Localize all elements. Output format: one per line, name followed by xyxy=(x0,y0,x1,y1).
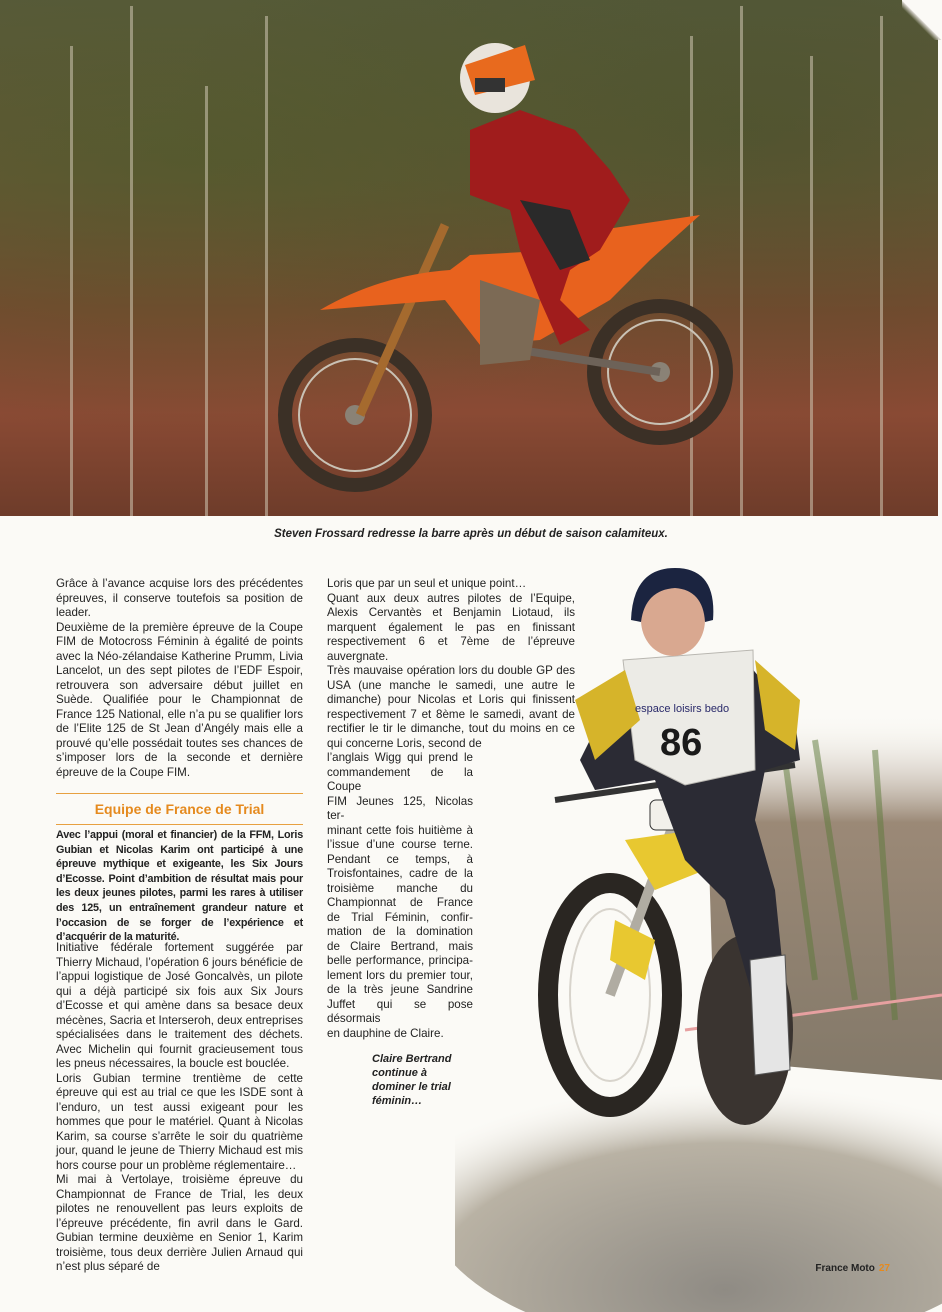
text-line: en dauphine de Claire. xyxy=(327,1026,444,1040)
text-line: minant cette fois huitième à xyxy=(327,823,473,837)
text-line: Très mauvaise opération lors du double GP des USA (une manche le samedi, une autre le dimanche) pour Nicolas et Loris qui finissent respectivement 7 et 8ème le samedi, avant de rectifier le tir le dimanche, tout du moins en ce qui concerne Loris, second de xyxy=(327,664,575,750)
text-line: l’anglais Wigg qui prend le xyxy=(327,751,473,764)
text-line: FIM Jeunes 125, Nicolas ter- xyxy=(327,794,473,822)
page-footer xyxy=(815,1263,890,1274)
paragraph: Mi mai à Vertolaye, troisième épreuve du Championnat de France de Trial, les deux pilotes ne renouvellent pas leurs exploits de l’épreuve précédente, fin avril dans le Gard. Gubian termine deuxième en Senior 1, Karim troisième, tous deux derrière Julien Arnaud qui n’est plus séparé de xyxy=(56,1173,303,1273)
text-line: l’issue d’une course terne. xyxy=(327,838,473,851)
magazine-name: France Moto xyxy=(815,1263,875,1274)
paragraph: Quant aux deux autres pilotes de l’Equipe, Alexis Cervantès et Benjamin Liotaud, ils marquent également le pas en finissant respectivement 6 et 7ème de l’épreuve auvergnate. xyxy=(327,591,575,663)
motocross-photo xyxy=(0,0,938,516)
text-line: lement lors du premier tour, xyxy=(327,968,473,982)
photo-caption: Steven Frossard redresse la barre après un début de saison calamiteux. xyxy=(274,528,668,540)
bib-sponsor: espace loisirs bedo xyxy=(635,703,730,715)
text-line: belle performance, principa- xyxy=(327,954,473,967)
text-line: de Trial Féminin, confir- xyxy=(327,910,473,924)
page-number: 27 xyxy=(878,1263,890,1274)
section-title: Equipe de France de Trial xyxy=(56,793,303,825)
text-line: troisième manche du xyxy=(327,881,473,895)
bib-number: 86 xyxy=(660,722,703,764)
section-lead: Avec l’appui (moral et financier) de la FFM, Loris Gubian et Nicolas Karim ont participé à une épreuve mythique et exigeante, les Six Jours d’Ecosse. Point d’ambition de résultat mais pour les deux jeunes pilotes, parmi les rares à utiliser des 125, un entraînement grandeur nature et l’occasion de se forger de l’expérience et d’acquérir de la maturité. xyxy=(56,829,303,944)
text-line: Pendant ce temps, à xyxy=(327,852,473,866)
paragraph: Loris que par un seul et unique point… xyxy=(327,577,527,590)
paragraph: Deuxième de la première épreuve de la Coupe FIM de Motocross Féminin à égalité de points avec la Néo-zélandaise Katherine Prumm, Livia Lancelot, un des sept pilotes de l’EDF Espoir, retrouvera son adversaire début juillet en Suède. Qualifiée pour le Championnat de France 125 National, elle n’a pu se qualifier lors de l’Elite 125 de St Jean d’Angély mais elle a prouvé qu’elle possédait toutes ses chances de s’imposer lors de la seconde et dernière épreuve de la Coupe FIM. xyxy=(56,620,303,779)
article-column-left-bottom xyxy=(56,941,303,1275)
paragraph: Loris Gubian termine trentième de cette épreuve qui est au trial ce que les ISDE sont à l’enduro, un test aussi exigeant pour les hommes que pour le matériel. Quant à Nicolas Karim, sa course s’arrête le soir du quatrième jour, quand le jeune de Thierry Michaud est mis hors course pour un problème réglementaire… xyxy=(56,1071,303,1172)
text-line: Juffet qui se pose désormais xyxy=(327,997,473,1025)
side-caption: Claire Bertrand continue à dominer le trial féminin… xyxy=(372,1053,452,1107)
trial-rider-illustration xyxy=(455,560,942,1312)
article-column-left-top xyxy=(56,577,303,780)
paragraph: Grâce à l’avance acquise lors des précédentes épreuves, il conserve toutefois sa position de leader. xyxy=(56,577,303,619)
text-line: commandement de la Coupe xyxy=(327,765,473,793)
text-line: de Claire Bertrand, mais xyxy=(327,939,473,953)
page-curl xyxy=(902,0,942,40)
text-line: Championnat de France xyxy=(327,896,473,909)
trial-photo xyxy=(455,560,942,1312)
text-line: Troisfontaines, cadre de la xyxy=(327,867,473,880)
text-line: mation de la domination xyxy=(327,925,473,938)
motocross-rider-illustration xyxy=(0,0,938,516)
paragraph: Initiative fédérale fortement suggérée par Thierry Michaud, l’opération 6 jours bénéficie de l’appui logistique de José Goncalvès, un pilote qui a déjà participé six fois aux Six Jours d’Ecosse et qui amène dans sa besace deux mécènes, Sacria et Interseroh, deux entreprises spécialisées dans le traitement des déchets. Avec Michelin qui fournit gracieusement tous les pneus nécessaires, la boucle est bouclée. xyxy=(56,941,303,1070)
text-line: de la très jeune Sandrine xyxy=(327,983,473,996)
